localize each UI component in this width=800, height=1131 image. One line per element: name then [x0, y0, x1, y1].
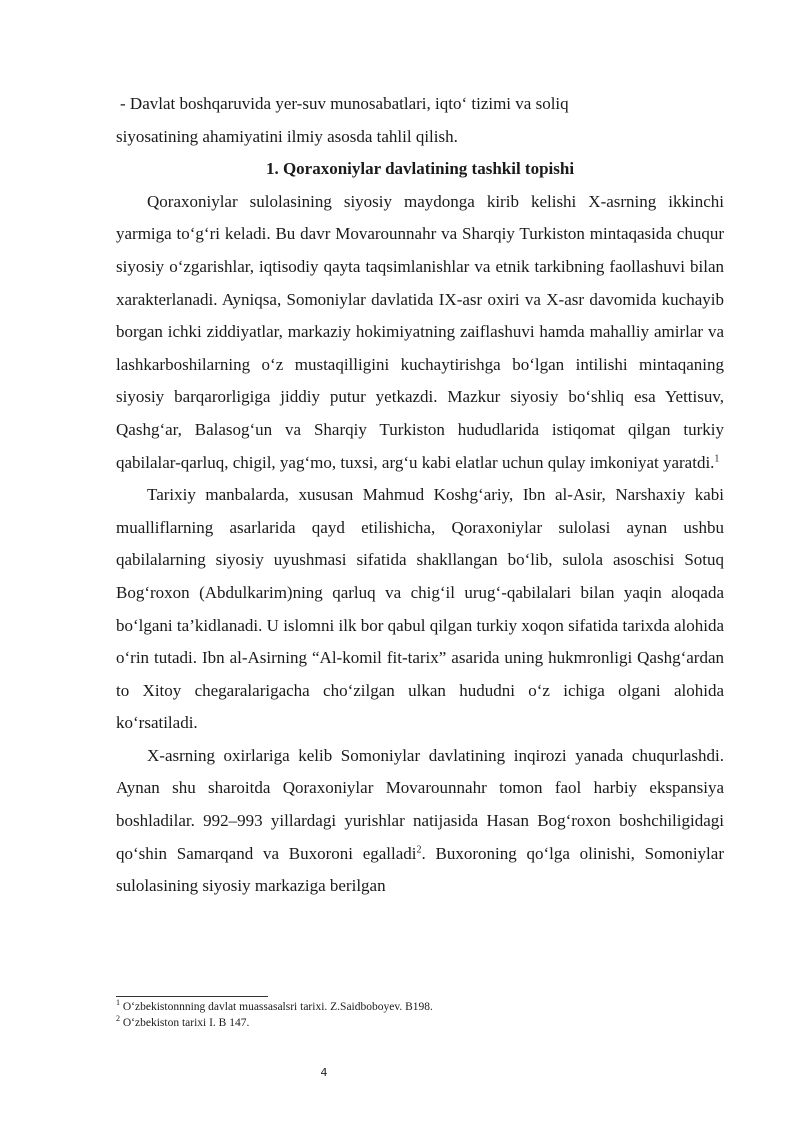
- main-text: [116, 88, 724, 903]
- paragraph-2-text: Tarixiy manbalarda, xususan Mahmud Koshg‘ariy, Ibn al-Asir, Narshaxiy kabi mualliflarning asarlarida qayd etilishicha, Qoraxoniylar sulolasi aynan ushbu qabilalarning siyosiy uyushmasi sifatida shakllangan bo‘lib, sulola asoschisi Sotuq Bog‘roxon (Abdulkarim)ning qarluq va chig‘il urug‘-qabilalari bilan yaqin aloqada bo‘lgani ta’kidlanadi. U islomni ilk bor qabul qilgan turkiy xoqon sifatida tarixda alohida o‘rin tutadi. Ibn al-Asirning “Al-komil fit-tarix” asarida uning hukmronligi Qashg‘ardan to Xitoy chegaralarigacha cho‘zilgan ulkan hududni o‘z ichiga olgani alohida ko‘rsatiladi.: [116, 485, 724, 733]
- paragraph-1: [116, 186, 724, 479]
- intro-line-1: - Davlat boshqaruvida yer-suv munosabatlari, iqto‘ tizimi va soliq: [120, 94, 569, 113]
- paragraph-3-text-before: X-asrning oxirlariga kelib Somoniylar davlatining inqirozi yanada chuqurlashdi. Aynan shu sharoitda Qoraxoniylar Movarounnahr tomon faol harbiy ekspansiya boshladilar. 992–993 yillardagi yurishlar natijasida Hasan Bog‘roxon boshchiligidagi qo‘shin Samarqand va Buxoroni egalladi: [116, 745, 724, 863]
- paragraph-3: [116, 740, 724, 903]
- footnote-separator: [116, 996, 268, 997]
- footnote-1: [116, 1000, 724, 1016]
- footnotes: [116, 996, 724, 1031]
- footnote-1-number: 1: [116, 998, 120, 1008]
- paragraph-3-text-after: . Buxoroning qo‘lga olinishi, Somoniylar sulolasining siyosiy markaziga berilgan: [116, 843, 724, 896]
- footnote-2: [116, 1013, 724, 1032]
- footnote-ref-2: 2: [416, 844, 422, 855]
- page-number: 4: [320, 1066, 328, 1079]
- footnote-2-number: 2: [116, 1013, 120, 1023]
- paragraph-2: [116, 479, 724, 740]
- footnote-1-text: O‘zbekistonnning davlat muassasalsri tarixi. Z.Saidboboyev. B198.: [120, 1001, 433, 1013]
- paragraph-1-text: Qoraxoniylar sulolasining siyosiy maydonga kirib kelishi X-asrning ikkinchi yarmiga to‘g‘ri keladi. Bu davr Movarounnahr va Sharqiy Turkiston mintaqasida chuqur siyosiy o‘zgarishlar, iqtisodiy qayta taqsimlanishlar va etnik tarkibning faollashuvi bilan xarakterlanadi. Ayniqsa, Somoniylar davlatida IX-asr oxiri va X-asr davomida kuchayib borgan ichki ziddiyatlar, markaziy hokimiyatning zaiflashuvi hamda mahalliy amirlar va lashkarboshilarning o‘z mustaqilligini kuchaytirishga bo‘lgan intilishi mintaqaning siyosiy barqarorligiga jiddiy putur yetkazdi. Mazkur siyosiy bo‘shliq esa Yettisuv, Qashg‘ar, Balasog‘un va Sharqiy Turkiston hududlarida istiqomat qilgan turkiy qabilalar-qarluq, chigil, yag‘mo, tuxsi, arg‘u kabi elatlar uchun qulay imkoniyat yaratdi.: [116, 191, 724, 472]
- section-heading: 1. Qoraxoniylar davlatining tashkil topishi: [265, 159, 575, 179]
- footnote-2-text: O‘zbekiston tarixi I. B 147.: [120, 1016, 250, 1029]
- footnote-ref-1: 1: [714, 452, 720, 464]
- intro-line-2: siyosatining ahamiyatini ilmiy asosda tahlil qilish.: [116, 126, 458, 146]
